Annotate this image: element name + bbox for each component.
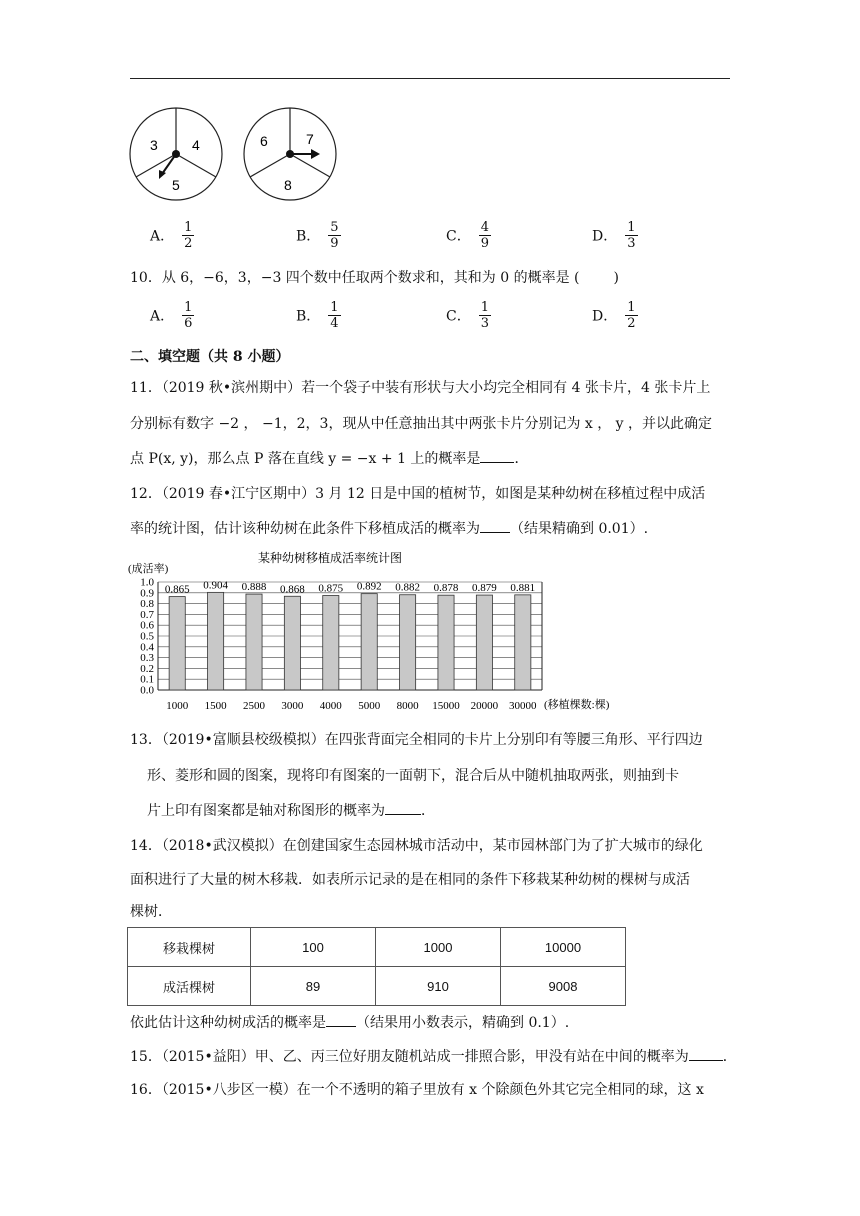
q10-stem <box>130 268 619 288</box>
answer-blank[interactable] <box>480 518 510 533</box>
option-label: D． <box>592 228 618 245</box>
chart-bar <box>169 597 185 690</box>
table-cell: 移栽棵树 <box>128 928 251 967</box>
q11-text: 点 P(x, y)，那么点 P 落在直线 y = −x + 1 上的概率是 <box>130 451 481 467</box>
q10-option-a[interactable] <box>150 300 194 331</box>
table-cell: 910 <box>376 967 501 1006</box>
spinner-left-sector-1: 3 <box>150 137 158 153</box>
x-tick-label: 5000 <box>358 700 381 712</box>
q12-line-2 <box>130 518 648 539</box>
option-label: B． <box>296 228 321 245</box>
numerator: 4 <box>480 220 489 235</box>
chart-svg <box>126 548 646 718</box>
data-label: 0.881 <box>510 581 536 594</box>
denominator: 2 <box>627 316 636 331</box>
transplant-table <box>127 927 626 1006</box>
chart-bar <box>208 592 224 690</box>
y-tick-label: 0.0 <box>140 684 154 697</box>
data-label: 0.875 <box>318 582 344 595</box>
data-label: 0.865 <box>164 583 190 596</box>
q15-text: 15．（2015•益阳）甲、乙、丙三位好朋友随机站成一排照合影，甲没有站在中间的概率为 <box>130 1049 689 1065</box>
table-cell: 89 <box>251 967 376 1006</box>
option-label: A． <box>150 308 175 325</box>
q11-line-3 <box>130 448 528 469</box>
fraction <box>328 220 340 251</box>
y-tick-label: 0.1 <box>140 673 154 686</box>
q15-period: ． <box>722 1049 737 1065</box>
table-row <box>128 967 626 1006</box>
x-tick-label: 20000 <box>470 700 499 712</box>
chart-bar <box>284 596 300 690</box>
table-cell: 1000 <box>376 928 501 967</box>
data-label: 0.879 <box>472 582 497 595</box>
chart-y-axis-label: (成活率) <box>128 563 169 575</box>
q12-note: （结果精确到 0.01）. <box>510 521 649 537</box>
fraction <box>328 300 340 331</box>
spinner-right-sector-1: 6 <box>260 133 268 149</box>
q10-close-paren: ) <box>613 270 619 286</box>
y-tick-label: 0.5 <box>140 630 154 643</box>
fraction <box>625 300 637 331</box>
x-tick-label: 30000 <box>509 700 537 712</box>
fraction <box>479 300 491 331</box>
fraction <box>625 220 637 251</box>
q12-text: 率的统计图，估计该种幼树在此条件下移植成活的概率为 <box>130 521 480 537</box>
spinner-left <box>130 108 222 200</box>
data-label: 0.904 <box>203 579 228 592</box>
spinner-left-sector-2: 4 <box>192 137 200 153</box>
y-tick-label: 0.4 <box>140 641 154 654</box>
data-label: 0.888 <box>241 581 267 594</box>
chart-bar <box>246 594 262 690</box>
fraction <box>479 220 491 251</box>
q10-option-b[interactable] <box>296 300 341 331</box>
survival-rate-chart <box>126 548 646 718</box>
q14-text: 依此估计这种幼树成活的概率是 <box>130 1015 326 1031</box>
chart-bar <box>361 594 377 690</box>
q9-option-c[interactable] <box>446 220 491 251</box>
y-tick-label: 0.3 <box>140 652 154 665</box>
q15-line <box>130 1046 737 1067</box>
numerator: 1 <box>627 300 636 315</box>
chart-bar <box>515 595 531 690</box>
x-tick-label: 1000 <box>166 700 189 712</box>
spinner-left-sector-3: 5 <box>172 177 180 193</box>
denominator: 9 <box>330 236 339 251</box>
q14-note: （结果用小数表示，精确到 0.1）. <box>356 1015 570 1031</box>
data-label: 0.868 <box>280 583 305 596</box>
denominator: 6 <box>184 316 193 331</box>
data-label: 0.892 <box>356 580 382 593</box>
q11-line-1: 11．（2019 秋•滨州期中）若一个袋子中装有形状与大小均完全相同有 4 张卡片，4 张卡片上 <box>130 380 711 396</box>
q13-period: ． <box>421 803 435 819</box>
fraction <box>182 220 194 251</box>
option-label: D． <box>592 308 618 325</box>
denominator: 9 <box>480 236 489 251</box>
chart-bar <box>323 596 339 691</box>
numerator: 5 <box>330 220 339 235</box>
q13-line-2: 形、菱形和圆的图案，现将印有图案的一面朝下，混合后从中随机抽取两张，则抽到卡 <box>147 768 679 784</box>
chart-bar <box>400 595 416 690</box>
y-tick-label: 0.8 <box>140 598 154 611</box>
header-rule <box>130 78 730 79</box>
y-tick-label: 0.6 <box>140 619 154 632</box>
q9-option-b[interactable] <box>296 220 341 251</box>
y-tick-label: 0.2 <box>140 662 154 675</box>
q12-line-1: 12．（2019 春•江宁区期中）3 月 12 日是中国的植树节，如图是某种幼树在移植过程中成活 <box>130 486 706 502</box>
q16-line: 16．（2015•八步区一模）在一个不透明的箱子里放有 x 个除颜色外其它完全相同的球，这 x <box>130 1082 704 1098</box>
q13-line-3 <box>147 800 435 821</box>
table-cell: 100 <box>251 928 376 967</box>
q14-after <box>130 1012 569 1033</box>
chart-bar <box>476 595 492 690</box>
q11-period: ． <box>514 451 529 467</box>
option-label: C． <box>446 308 471 325</box>
answer-blank[interactable] <box>480 448 514 463</box>
denominator: 3 <box>480 316 489 331</box>
denominator: 4 <box>330 316 339 331</box>
y-tick-label: 0.7 <box>140 608 154 621</box>
numerator: 1 <box>184 300 193 315</box>
q10-option-d[interactable] <box>592 300 638 331</box>
q11-line-2: 分别标有数字 −2 ， −1，2，3，现从中任意抽出其中两张卡片分别记为 x ， y ，并以此确定 <box>130 416 713 432</box>
y-tick-label: 1.0 <box>140 576 154 589</box>
table-cell: 成活棵树 <box>128 967 251 1006</box>
chart-title: 某种幼树移植成活率统计图 <box>258 551 403 565</box>
spinner-right-sector-2: 7 <box>306 131 314 147</box>
table-cell: 10000 <box>501 928 626 967</box>
chart-x-axis-label: (移植棵数:棵) <box>544 699 610 711</box>
answer-blank[interactable] <box>689 1046 723 1061</box>
option-label: C． <box>446 228 471 245</box>
table-row <box>128 928 626 967</box>
x-tick-label: 2500 <box>243 700 265 712</box>
fraction <box>182 300 194 331</box>
x-tick-label: 4000 <box>319 700 342 712</box>
answer-blank[interactable] <box>326 1012 356 1027</box>
q14-line-3: 棵树． <box>130 904 172 920</box>
q10-text: 10．从 6，−6，3，−3 四个数中任取两个数求和，其和为 0 的概率是 ( <box>130 270 580 286</box>
x-tick-label: 15000 <box>432 700 460 712</box>
q9-option-a[interactable] <box>150 220 194 251</box>
numerator: 1 <box>330 300 339 315</box>
numerator: 1 <box>627 220 636 235</box>
spinner-figures <box>126 104 346 204</box>
spinner-right-sector-3: 8 <box>284 177 292 193</box>
numerator: 1 <box>184 220 193 235</box>
numerator: 1 <box>480 300 489 315</box>
table-cell: 9008 <box>501 967 626 1006</box>
answer-blank[interactable] <box>385 800 421 815</box>
spinner-right <box>244 108 336 200</box>
y-tick-label: 0.9 <box>140 587 154 600</box>
x-tick-label: 3000 <box>281 700 304 712</box>
q13-text: 片上印有图案都是轴对称图形的概率为 <box>147 803 385 819</box>
section-heading: 二、填空题（共 8 小题） <box>130 349 290 365</box>
q13-line-1: 13．（2019•富顺县校级模拟）在四张背面完全相同的卡片上分别印有等腰三角形、平行四边 <box>130 732 703 748</box>
q9-option-d[interactable] <box>592 220 638 251</box>
denominator: 2 <box>184 236 193 251</box>
chart-bar <box>438 595 454 690</box>
q14-line-1: 14．（2018•武汉模拟）在创建国家生态园林城市活动中，某市园林部门为了扩大城市的绿化 <box>130 838 703 854</box>
x-tick-label: 8000 <box>396 700 419 712</box>
q14-line-2: 面积进行了大量的树木移栽．如表所示记录的是在相同的条件下移栽某种幼树的棵树与成活 <box>130 872 690 888</box>
q10-option-c[interactable] <box>446 300 491 331</box>
x-tick-label: 1500 <box>204 700 227 712</box>
denominator: 3 <box>627 236 636 251</box>
option-label: B． <box>296 308 321 325</box>
option-label: A． <box>150 228 175 245</box>
data-label: 0.882 <box>395 581 420 594</box>
data-label: 0.878 <box>433 582 459 595</box>
